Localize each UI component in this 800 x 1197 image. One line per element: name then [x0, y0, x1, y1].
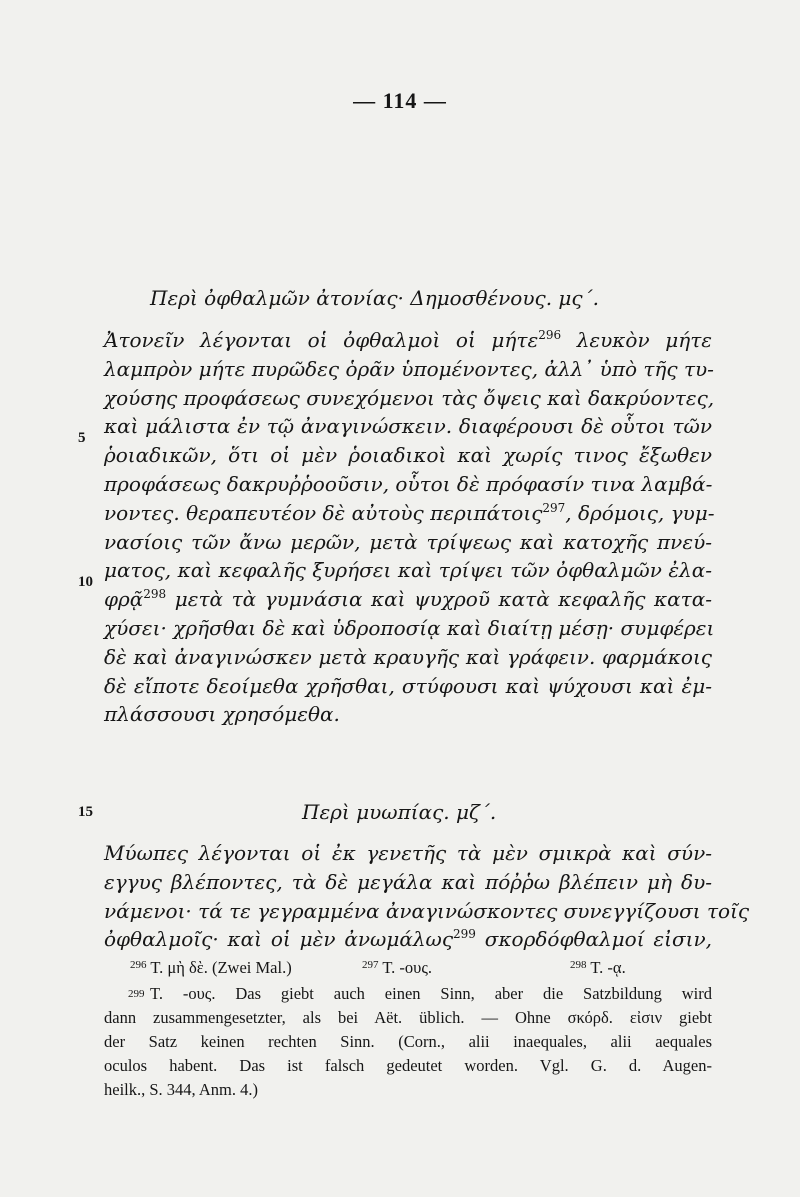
- text-segment: προφάσεως δακρυῤῥοοῦσιν, οὗτοι δὲ πρόφασίν τινα λαμβά-: [104, 472, 713, 496]
- text-line: [104, 898, 750, 924]
- text-segment: νοντες. θεραπευτέον δὲ αὐτοὺς περιπάτοις: [104, 500, 543, 525]
- text-line: [104, 926, 712, 952]
- line-number-10: 10: [78, 574, 93, 590]
- footnote-299-line: oculos habent. Das ist falsch gedeutet worden. Vgl. G. d. Augen-: [104, 1056, 712, 1075]
- text-line: [104, 869, 712, 895]
- footnote-text: T. μὴ δὲ. (Zwei Mal.): [150, 958, 292, 977]
- section-heading-atonia: Περὶ ὀφθαλμῶν ἀτονίας· Δημοσθένους. μς΄.: [150, 286, 599, 310]
- footnote-299-line: dann zusammengesetzter, als bei Aët. üblich. — Ohne σκόρδ. εἰσιν giebt: [104, 1008, 712, 1027]
- text-segment: νάμενοι· τά τε γεγραμμένα ἀναγινώσκοντες συνεγγίζουσι τοῖς: [104, 898, 750, 923]
- text-segment: , δρόμοις, γυμ-: [565, 500, 715, 525]
- text-segment: ῥοιαδικῶν, ὅτι οἱ μὲν ῥοιαδικοὶ καὶ χωρίς τινος ἔξωθεν: [104, 443, 712, 468]
- footnote-298: [570, 958, 626, 978]
- text-segment: λαμπρὸν μήτε πυρῶδες ὁρᾶν ὑπομένοντες, ἀλλ᾽ ὑπὸ τῆς τυ-: [104, 356, 714, 381]
- footnote-297: [362, 958, 432, 978]
- footnote-299-line: T. -ους. Das giebt auch einen Sinn, aber die Satzbildung wird: [150, 984, 712, 1003]
- footnote-marker: 296: [538, 328, 562, 342]
- text-line: [104, 327, 712, 353]
- text-segment: εγγυς βλέποντες, τὰ δὲ μεγάλα καὶ πόῤῥω βλέπειν μὴ δυ-: [104, 869, 712, 894]
- footnote-number: 296: [130, 959, 147, 971]
- footnote-299-line: der Satz keinen rechten Sinn. (Corn., alii inaequales, alii aequales: [104, 1032, 712, 1051]
- text-segment: δὲ καὶ ἀναγινώσκεν μετὰ κραυγῆς καὶ γράφειν. φαρμάκοις: [104, 644, 712, 669]
- text-line: [104, 356, 712, 382]
- text-segment: ματος, καὶ κεφαλῆς ξυρήσει καὶ τρίψει τῶν ὀφθαλμῶν ἐλα-: [104, 558, 712, 583]
- text-line: [104, 471, 712, 497]
- page-number: — 114 —: [353, 88, 447, 113]
- footnote-marker: 297: [542, 500, 566, 515]
- line-number-5: 5: [78, 430, 86, 446]
- text-line: [104, 385, 715, 411]
- text-line: [104, 413, 712, 439]
- text-segment: μετὰ τὰ γυμνάσια καὶ ψυχροῦ κατὰ κεφαλῆς κατα-: [166, 587, 712, 612]
- text-segment: σκορδόφθαλμοί εἰσιν,: [475, 927, 712, 952]
- text-line: [104, 500, 715, 526]
- text-segment: φρᾷ: [104, 587, 144, 612]
- text-line: [104, 615, 715, 641]
- footnote-marker: 299: [453, 927, 476, 942]
- text-segment: ὀφθαλμοῖς· καὶ οἱ μὲν ἀνωμάλως: [104, 927, 454, 952]
- text-segment: νασίοις τῶν ἄνω μερῶν, μετὰ τρίψεως καὶ κατοχῆς πνεύ-: [104, 529, 712, 554]
- footnote-number: 299: [128, 988, 145, 1000]
- footnote-text: T. -ους.: [382, 958, 433, 977]
- footnote-296: [130, 958, 292, 978]
- footnote-text: T. -ᾳ.: [590, 958, 626, 977]
- footnote-marker: 298: [143, 587, 167, 602]
- text-segment: χύσει· χρῆσθαι δὲ καὶ ὑδροποσίᾳ καὶ διαίτῃ μέσῃ· συμφέρει: [104, 616, 715, 640]
- text-segment: Μύωπες λέγονται οἱ ἐκ γενετῆς τὰ μὲν σμικρὰ καὶ σύν-: [104, 841, 712, 865]
- text-line: [104, 701, 712, 727]
- text-segment: χούσης προφάσεως συνεχόμενοι τὰς ὄψεις καὶ δακρύοντες,: [104, 385, 715, 410]
- text-segment: λευκὸν μήτε: [561, 328, 713, 352]
- text-segment: δὲ εἴποτε δεοίμεθα χρῆσθαι, στύφουσι καὶ ψύχουσι καὶ ἐμ-: [104, 673, 712, 698]
- text-line: [104, 442, 712, 468]
- text-line: [104, 557, 712, 583]
- text-line: [104, 586, 712, 612]
- text-line: [104, 840, 712, 866]
- footnote-number: 297: [362, 959, 379, 971]
- footnote-number: 298: [570, 959, 587, 971]
- text-line: [104, 529, 712, 555]
- text-segment: Ἀτονεῖν λέγονται οἱ ὀφθαλμοὶ οἱ μήτε: [104, 328, 539, 352]
- text-line: [104, 673, 712, 699]
- text-segment: πλάσσουσι χρησόμεθα.: [104, 702, 340, 727]
- text-line: [104, 644, 712, 670]
- text-segment: καὶ μάλιστα ἐν τῷ ἀναγινώσκειν. διαφέρουσι δὲ οὗτοι τῶν: [104, 414, 712, 439]
- line-number-15: 15: [78, 804, 93, 820]
- section-heading-myopia: Περὶ μυωπίας. μζ΄.: [302, 800, 497, 824]
- footnote-299-number: [128, 987, 145, 1007]
- footnote-299-line: heilk., S. 344, Anm. 4.): [104, 1080, 259, 1099]
